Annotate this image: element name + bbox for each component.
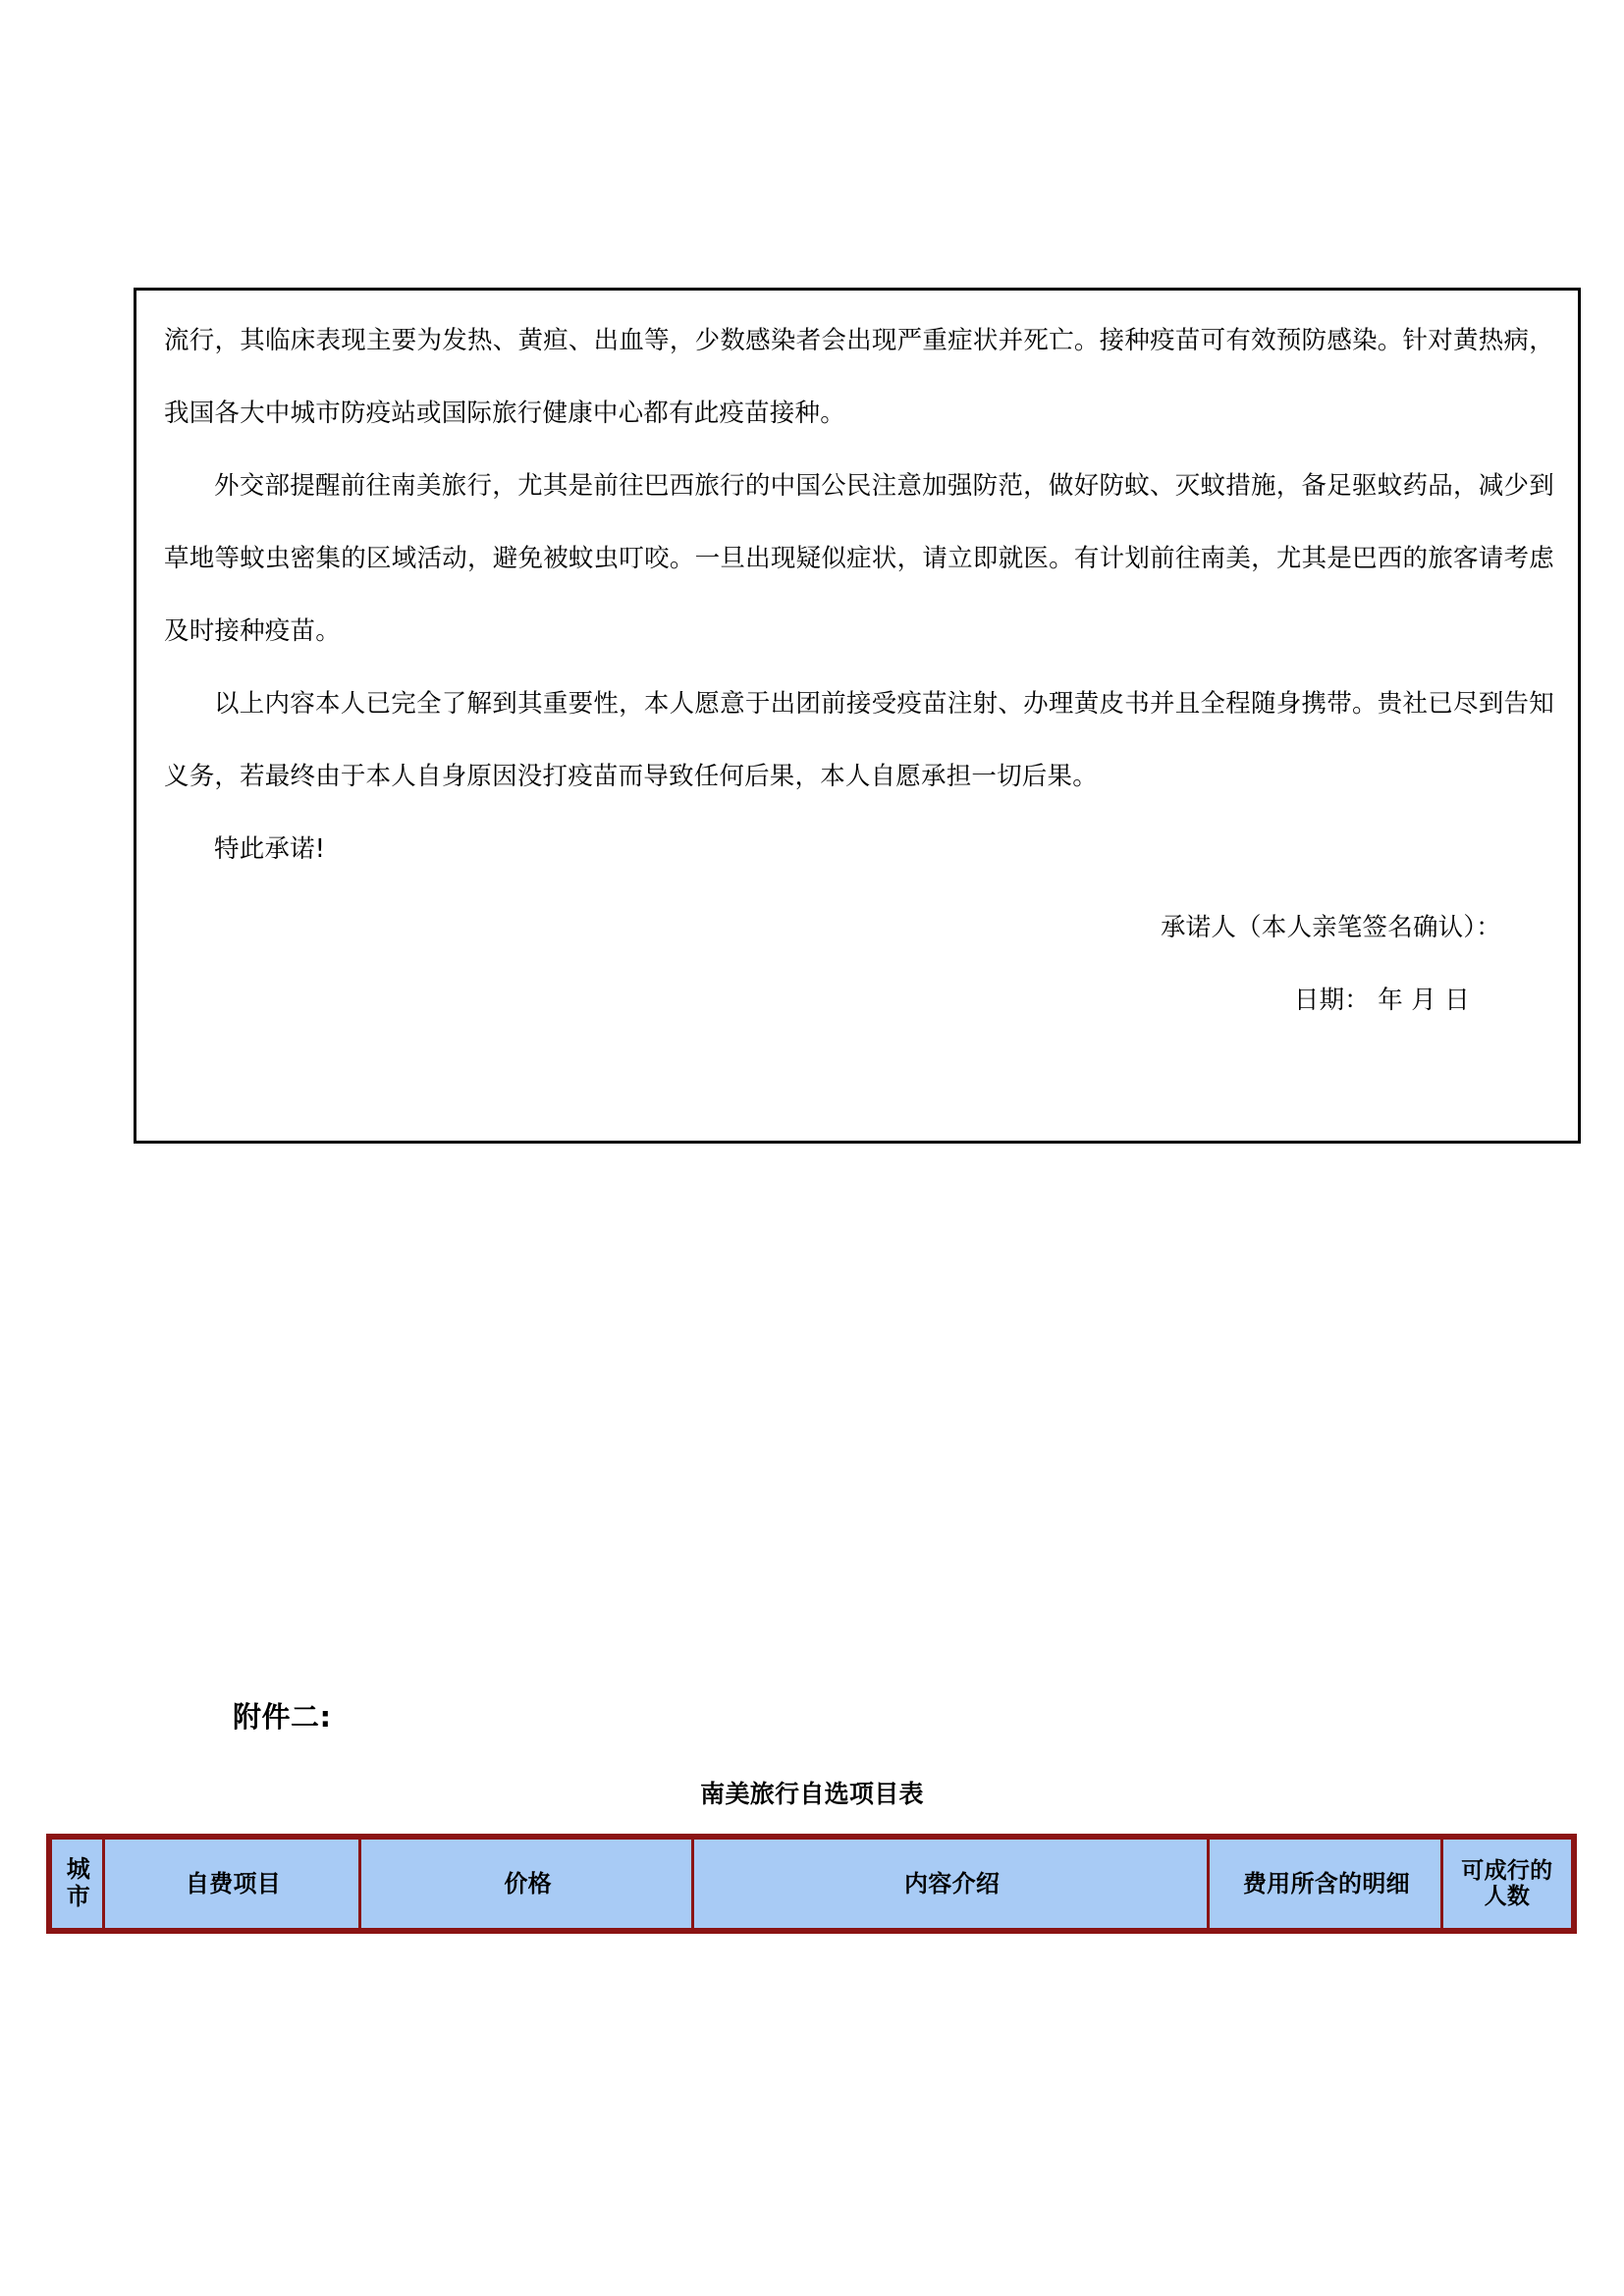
table-header-city-char-1: 城 (66, 1855, 91, 1884)
table-header-min-people (1443, 1840, 1571, 1928)
paragraph-ministry-advisory: 外交部提醒前往南美旅行，尤其是前往巴西旅行的中国公民注意加强防范，做好防蚊、灭蚊措施，备足驱蚊药品，减少到草地等蚊虫密集的区域活动，避免被蚊虫叮咬。一旦出现疑似症状，请立即就医。有计划前往南美，尤其是巴西的旅客请考虑及时接种疫苗。 (164, 471, 1554, 646)
commitment-box (134, 288, 1581, 1144)
options-table (46, 1834, 1577, 1934)
options-table-title: 南美旅行自选项目表 (700, 1780, 924, 1808)
table-header-min-people-line-1: 可成行的 (1461, 1857, 1553, 1884)
table-header-min-people-line-2: 人数 (1484, 1884, 1531, 1909)
table-header-price: 价格 (361, 1840, 694, 1928)
options-table-wrapper (46, 1834, 1577, 1934)
table-header-item: 自费项目 (105, 1840, 361, 1928)
commitment-box-content (164, 304, 1554, 1131)
options-table-head (52, 1840, 1571, 1928)
options-table-header-row (52, 1840, 1571, 1928)
date-label: 日期： 年 月 日 (1293, 986, 1470, 1015)
attachment-label: 附件二: (233, 1700, 332, 1734)
table-header-includes: 费用所含的明细 (1210, 1840, 1443, 1928)
paragraph-hereby-promise: 特此承诺! (214, 834, 326, 864)
table-header-content: 内容介绍 (694, 1840, 1210, 1928)
paragraph-acknowledgement: 以上内容本人已完全了解到其重要性，本人愿意于出团前接受疫苗注射、办理黄皮书并且全程随身携带。贵社已尽到告知义务，若最终由于本人自身原因没打疫苗而导致任何后果，本人自愿承担一切后果。 (164, 689, 1554, 791)
signature-label: 承诺人（本人亲笔签名确认）： (1160, 913, 1501, 942)
table-header-city (52, 1840, 105, 1928)
table-header-city-char-2: 市 (66, 1883, 91, 1910)
paragraph-epidemic-info: 流行，其临床表现主要为发热、黄疸、出血等，少数感染者会出现严重症状并死亡。接种疫苗可有效预防感染。针对黄热病，我国各大中城市防疫站或国际旅行健康中心都有此疫苗接种。 (164, 326, 1554, 428)
